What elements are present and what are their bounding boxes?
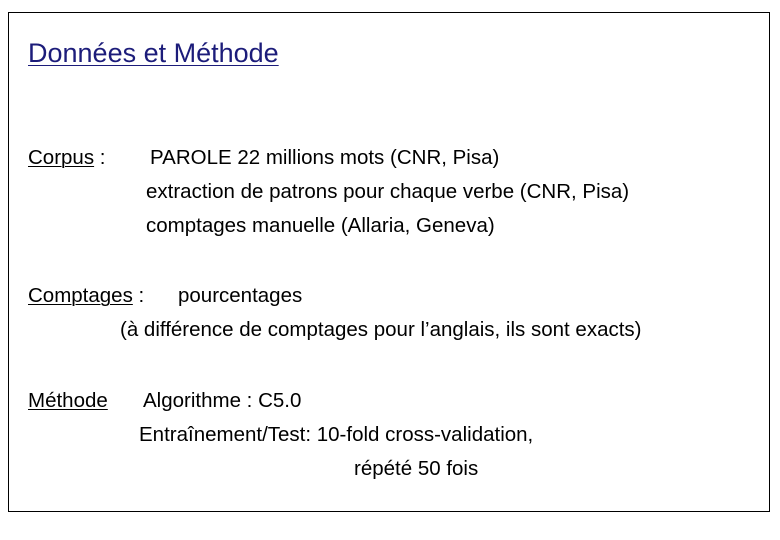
methode-line-1: Algorithme : C5.0 xyxy=(143,389,302,412)
comptages-separator: : xyxy=(132,284,145,307)
comptages-note: (à différence de comptages pour l’anglais, ils sont exacts) xyxy=(120,318,642,341)
comptages-label-group xyxy=(28,286,144,307)
methode-label: Méthode xyxy=(28,389,108,412)
corpus-line-3: comptages manuelle (Allaria, Geneva) xyxy=(146,214,495,237)
slide-title: Données et Méthode xyxy=(28,38,279,68)
methode-line-3: répété 50 fois xyxy=(354,457,479,480)
methode-line-2: Entraînement/Test: 10-fold cross-validation, xyxy=(139,423,534,446)
comptages-value: pourcentages xyxy=(178,284,303,307)
corpus-separator: : xyxy=(94,146,106,169)
corpus-label-group xyxy=(28,148,106,169)
corpus-line-2: extraction de patrons pour chaque verbe (CNR, Pisa) xyxy=(146,180,630,203)
corpus-line-1: PAROLE 22 millions mots (CNR, Pisa) xyxy=(150,146,500,169)
corpus-label: Corpus xyxy=(28,146,95,169)
comptages-label: Comptages xyxy=(28,284,133,307)
